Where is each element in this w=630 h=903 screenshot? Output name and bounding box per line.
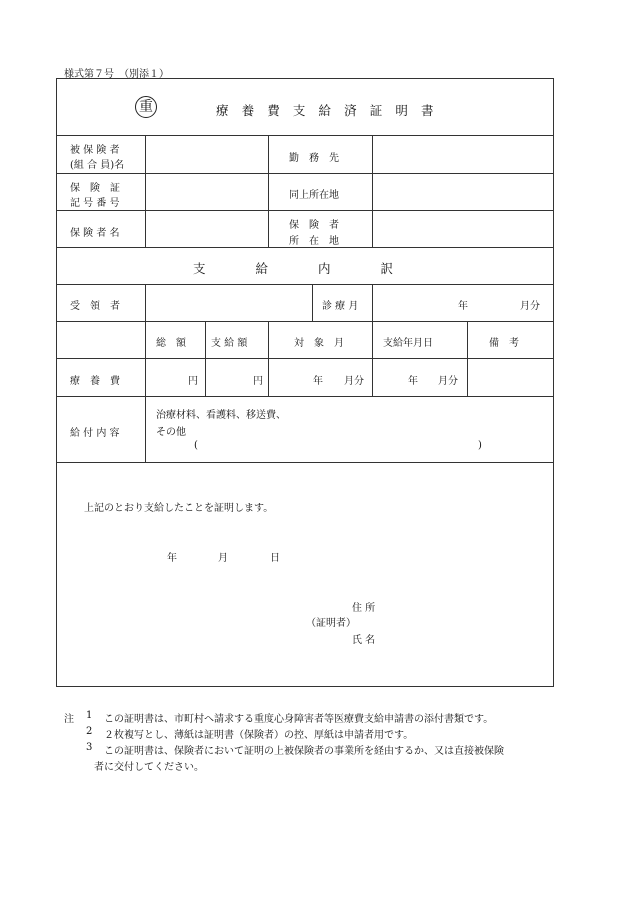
payment-year-suffix: 年 [408, 376, 418, 387]
column-divider [372, 284, 373, 321]
treatment-year-suffix: 年 [458, 301, 468, 312]
card-number-label-line2: 記 号 番 号 [70, 198, 120, 209]
row-divider [56, 321, 554, 322]
note-2-number: 2 [86, 726, 93, 737]
certifier-label: （証明者） [306, 618, 356, 629]
column-divider [268, 321, 269, 396]
treatment-month-suffix: 月分 [520, 301, 540, 312]
total-amount-header: 総 額 [156, 338, 186, 349]
insurer-address-label-line1: 保 険 者 [289, 220, 339, 231]
row-divider [56, 396, 554, 397]
insurer-address-label-line2: 所 在 地 [289, 236, 339, 247]
row-divider [56, 247, 554, 248]
paid-yen-unit: 円 [253, 376, 263, 387]
card-number-field[interactable] [146, 174, 267, 209]
row-divider [56, 462, 554, 463]
insurer-name-field[interactable] [146, 211, 267, 246]
note-1-text: この証明書は、市町村へ請求する重度心身障害者等医療費支給申請書の添付書類です。 [104, 714, 494, 725]
insured-name-label-line2: (組 合 員)名 [70, 160, 125, 171]
benefit-content-paren-open: ( [194, 440, 198, 451]
target-month-header: 対 象 月 [294, 338, 344, 349]
benefit-content-other-field[interactable] [200, 438, 476, 454]
benefit-content-line1: 治療材料、看護料、移送費、 [156, 410, 286, 421]
certifier-address-label: 住 所 [352, 603, 376, 614]
row-divider [56, 358, 554, 359]
recipient-field[interactable] [146, 285, 311, 320]
form-number-label: 様式第７号 （別添１） [64, 69, 169, 80]
seal-mark: 重 [135, 96, 157, 118]
date-month-suffix: 月 [218, 553, 228, 564]
medical-expense-label: 療 養 費 [70, 376, 120, 387]
recipient-label: 受 領 者 [70, 301, 120, 312]
benefit-content-label: 給 付 内 容 [70, 428, 120, 439]
insurer-address-field[interactable] [373, 211, 553, 246]
certifier-name-label: 氏 名 [352, 635, 376, 646]
payment-date-header: 支給年月日 [383, 338, 433, 349]
paid-amount-header: 支 給 額 [211, 338, 248, 349]
note-1-number: 1 [86, 710, 93, 721]
date-year-suffix: 年 [167, 553, 177, 564]
form-title: 療養費支給済証明書 [216, 103, 447, 118]
payment-month-suffix: 月分 [438, 376, 458, 387]
column-divider [205, 321, 206, 396]
target-year-suffix: 年 [313, 376, 323, 387]
note-3-text-line1: この証明書は、保険者において証明の上被保険者の事業所を経由するか、又は直接被保険 [104, 746, 504, 757]
column-divider [268, 135, 269, 247]
card-number-label-line1: 保 険 証 [70, 183, 120, 194]
total-yen-unit: 円 [188, 376, 198, 387]
note-3-number: 3 [86, 742, 93, 753]
target-month-suffix: 月分 [344, 376, 364, 387]
column-divider [467, 321, 468, 396]
column-divider [372, 321, 373, 396]
column-divider [312, 284, 313, 321]
insured-name-label-line1: 被 保 険 者 [70, 145, 120, 156]
note-3-text-line2: 者に交付してください。 [94, 762, 204, 773]
certification-statement: 上記のとおり支給したことを証明します。 [84, 503, 274, 514]
workplace-address-field[interactable] [373, 174, 553, 209]
note-2-text: ２枚複写とし、薄紙は証明書（保険者）の控、厚紙は申請者用です。 [104, 730, 414, 741]
workplace-address-label: 同上所在地 [289, 190, 339, 201]
notes-prefix: 注 [64, 714, 74, 725]
date-day-suffix: 日 [270, 553, 280, 564]
benefit-content-line2: その他 [156, 427, 186, 438]
workplace-label: 勤 務 先 [289, 153, 339, 164]
insured-name-field[interactable] [146, 136, 267, 172]
payment-breakdown-heading: 支 給 内 訳 [193, 261, 394, 276]
workplace-field[interactable] [373, 136, 553, 172]
benefit-content-paren-close: ) [478, 440, 482, 451]
treatment-month-label: 診 療 月 [322, 301, 359, 312]
insurer-name-label: 保 険 者 名 [70, 228, 120, 239]
remarks-header: 備 考 [489, 338, 519, 349]
